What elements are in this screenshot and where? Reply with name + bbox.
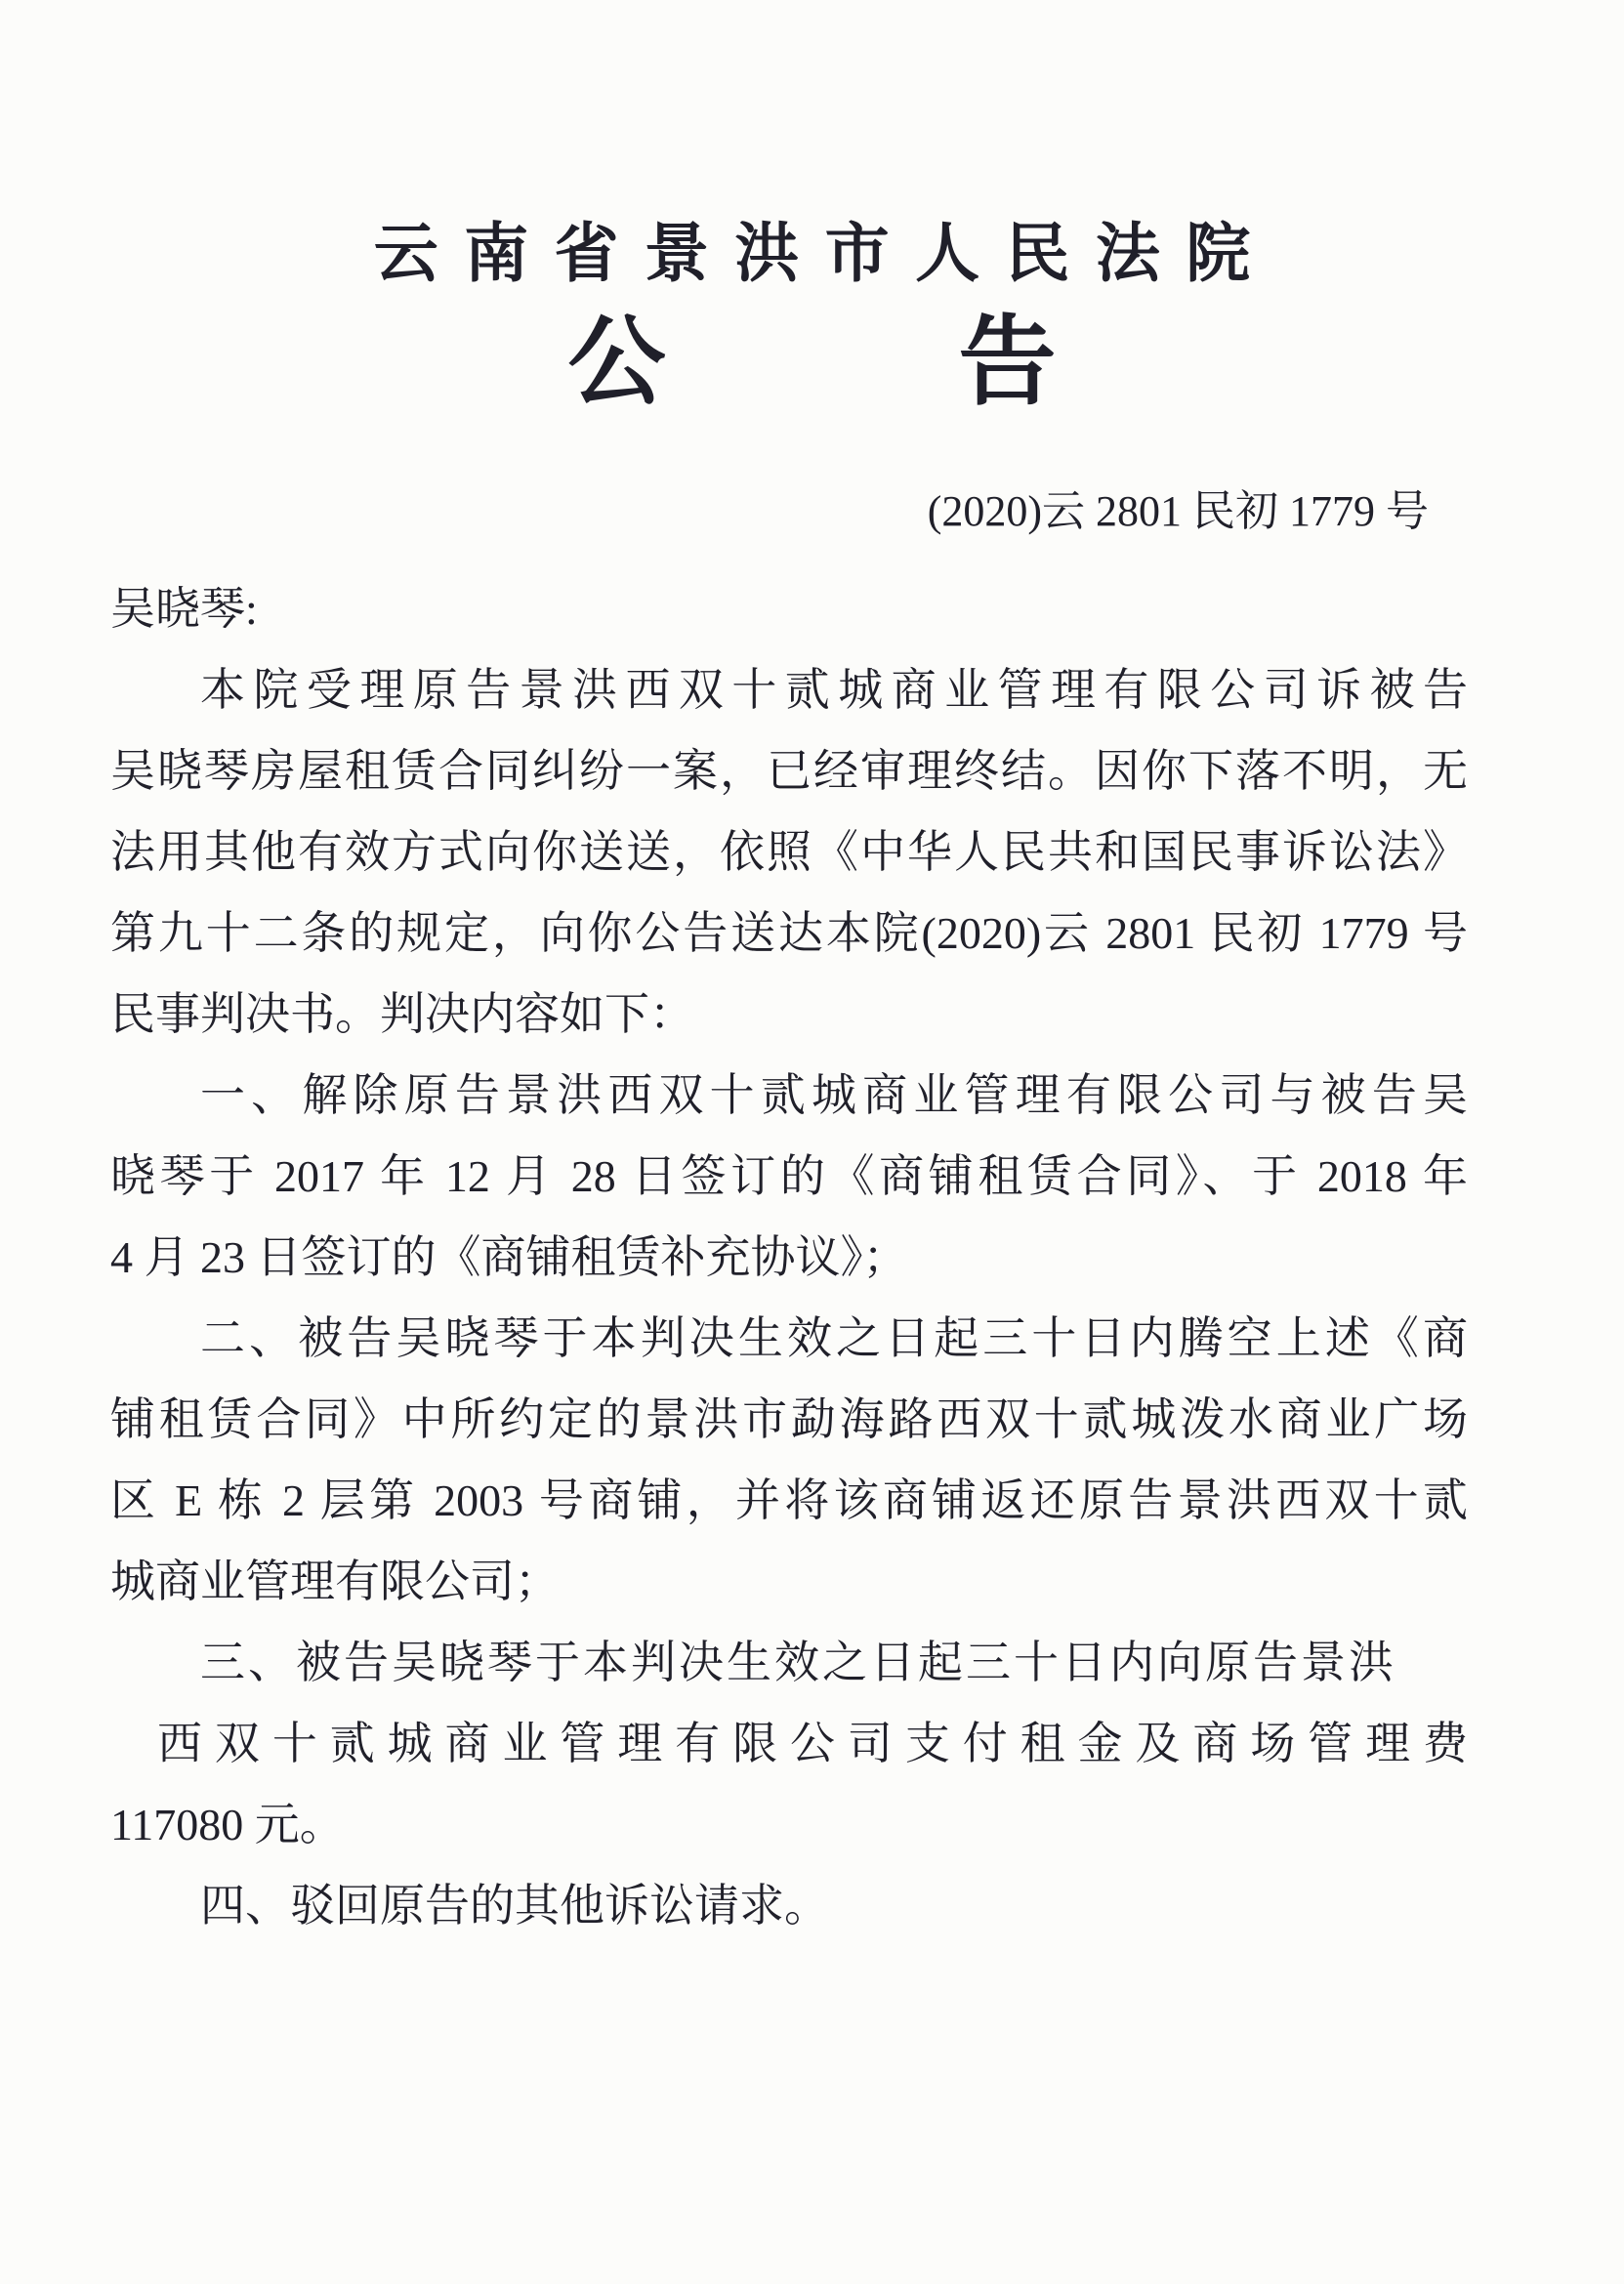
- judgment-item-3-line: 三、被告吴晓琴于本判决生效之日起三十日内向原告景洪: [200, 1638, 1396, 1687]
- addressee-line: 吴晓琴:: [110, 584, 258, 634]
- body-line: 法用其他有效方式向你送送，依照《中华人民共和国民事诉讼法》: [110, 827, 1468, 877]
- judgment-item-3-line: 西双十贰城商业管理有限公司支付租金及商场管理费: [157, 1719, 1468, 1768]
- body-line: 本院受理原告景洪西双十贰城商业管理有限公司诉被告: [200, 665, 1468, 715]
- judgment-item-3-line: 117080 元。: [110, 1800, 345, 1849]
- judgment-item-2-line: 城商业管理有限公司；: [110, 1557, 560, 1606]
- judgment-item-4-line: 四、驳回原告的其他诉讼请求。: [200, 1881, 829, 1931]
- court-name-title: 云南省景洪市人民法院: [373, 219, 1276, 290]
- document-body: [110, 568, 1468, 1946]
- judgment-item-1-line: 一、解除原告景洪西双十贰城商业管理有限公司与被告吴: [200, 1070, 1468, 1120]
- case-number: (2020)云 2801 民初 1779 号: [927, 487, 1429, 535]
- announcement-title: 公 告: [567, 309, 1057, 417]
- judgment-item-2-line: 区 E 栋 2 层第 2003 号商铺，并将该商铺返还原告景洪西双十贰: [110, 1475, 1468, 1525]
- body-line: 民事判决书。判决内容如下：: [110, 989, 694, 1039]
- judgment-item-2-line: 二、被告吴晓琴于本判决生效之日起三十日内腾空上述《商: [200, 1313, 1468, 1363]
- body-line: 第九十二条的规定，向你公告送达本院(2020)云 2801 民初 1779 号: [110, 908, 1468, 958]
- body-line: 吴晓琴房屋租赁合同纠纷一案，已经审理终结。因你下落不明，无: [110, 746, 1468, 796]
- judgment-item-1-line: 4 月 23 日签订的《商铺租赁补充协议》；: [110, 1232, 908, 1282]
- judgment-item-2-line: 铺租赁合同》中所约定的景洪市勐海路西双十贰城泼水商业广场: [110, 1394, 1468, 1444]
- judgment-item-1-line: 晓琴于 2017 年 12 月 28 日签订的《商铺租赁合同》、于 2018 年: [110, 1151, 1468, 1201]
